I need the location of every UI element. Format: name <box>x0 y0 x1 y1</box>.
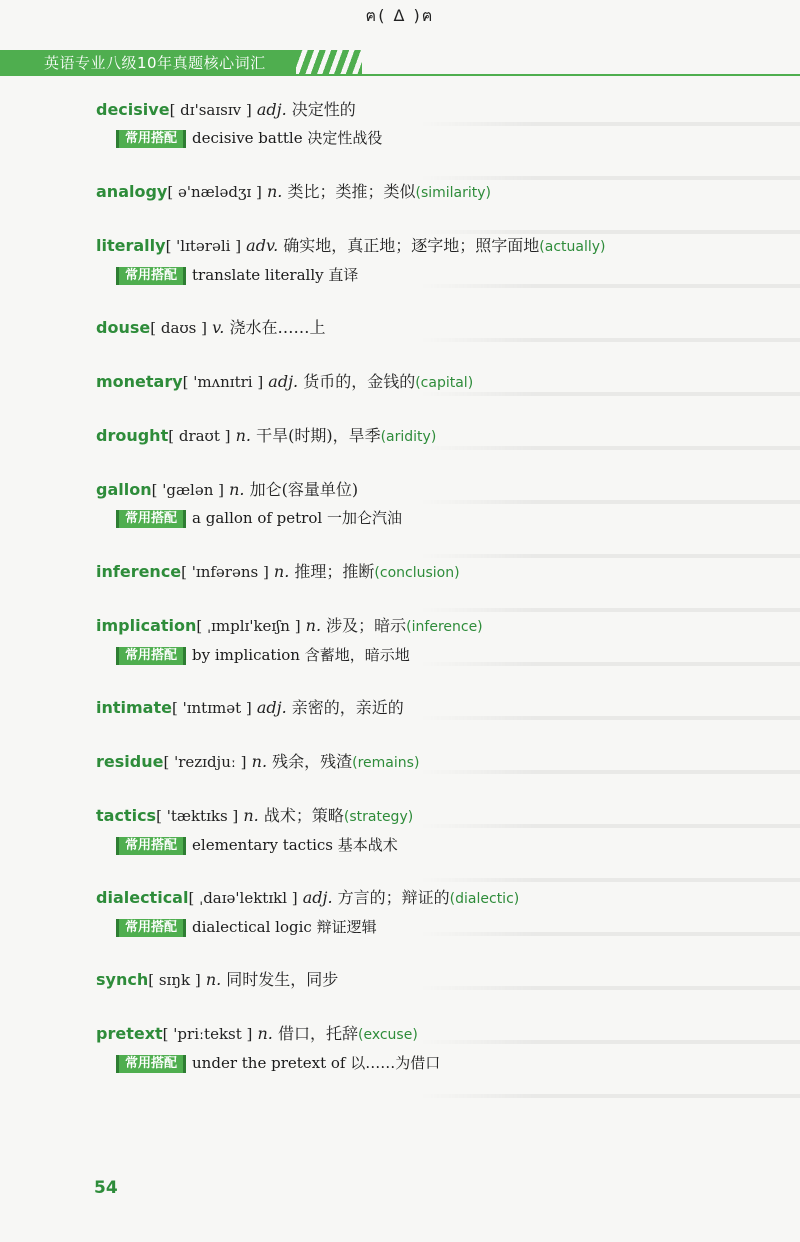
vocab-entry <box>96 1022 786 1075</box>
collocation-text: decisive battle 决定性战役 <box>192 129 383 147</box>
part-of-speech: n. <box>305 616 322 635</box>
synonym: (capital) <box>415 375 474 391</box>
synonym: (dialectic) <box>449 891 520 907</box>
collocation-line <box>116 126 786 150</box>
collocation-badge: 常用搭配 <box>116 1055 186 1073</box>
collocation-line <box>116 506 786 530</box>
collocation-line <box>116 1051 786 1075</box>
entry-headline <box>96 750 786 775</box>
part-of-speech: adj. <box>268 372 299 391</box>
vocab-entry <box>96 886 786 939</box>
header-stripes-decoration <box>296 50 362 76</box>
collocation-badge: 常用搭配 <box>116 267 186 285</box>
collocation-text: a gallon of petrol 一加仑汽油 <box>192 509 402 527</box>
headword: gallon <box>96 480 152 499</box>
definition: 浇水在……上 <box>229 318 326 337</box>
headword: literally <box>96 236 166 255</box>
phonetic: [ 'tæktɪks ] <box>156 807 239 825</box>
headword: tactics <box>96 806 157 825</box>
phonetic: [ dɪ'saɪsɪv ] <box>169 101 252 119</box>
part-of-speech: adj. <box>256 698 287 717</box>
vocab-entry <box>96 696 786 720</box>
definition: 涉及；暗示 <box>326 616 407 635</box>
entry-headline <box>96 614 786 639</box>
vocab-entry <box>96 180 786 205</box>
synonym: (inference) <box>406 619 483 635</box>
collocation-badge: 常用搭配 <box>116 647 186 665</box>
part-of-speech: n. <box>257 1024 273 1043</box>
entry-headline <box>96 560 786 585</box>
vocab-entry <box>96 234 786 287</box>
part-of-speech: n. <box>235 426 251 445</box>
phonetic: [ 'ɪntɪmət ] <box>171 699 252 717</box>
synonym: (similarity) <box>415 185 492 201</box>
part-of-speech: v. <box>212 318 225 337</box>
vocab-entry <box>96 750 786 775</box>
headword: douse <box>96 318 151 337</box>
part-of-speech: adj. <box>302 888 333 907</box>
phonetic: [ 'lɪtərəli ] <box>165 237 242 255</box>
part-of-speech: n. <box>251 752 268 771</box>
synonym: (remains) <box>352 755 420 771</box>
headword: pretext <box>96 1024 163 1043</box>
entry-headline <box>96 478 786 502</box>
definition: 类比；类推；类似 <box>287 182 416 201</box>
entry-headline <box>96 804 786 829</box>
headword: dialectical <box>96 888 189 907</box>
entry-headline <box>96 98 786 122</box>
part-of-speech: adv. <box>246 236 279 255</box>
collocation-text: translate literally 直译 <box>192 266 359 284</box>
vocab-entry <box>96 560 786 585</box>
definition: 同时发生，同步 <box>226 970 339 989</box>
entry-headline <box>96 886 786 911</box>
definition: 方言的；辩证的 <box>337 888 450 907</box>
synonym: (aridity) <box>380 429 437 445</box>
definition: 亲密的，亲近的 <box>291 698 404 717</box>
entry-headline <box>96 1022 786 1047</box>
collocation-badge: 常用搭配 <box>116 510 186 528</box>
phonetic: [ 'gælən ] <box>151 481 225 499</box>
definition: 干旱(时期)，旱季 <box>256 426 381 445</box>
vocab-entry <box>96 316 786 340</box>
definition: 货币的，金钱的 <box>303 372 416 391</box>
running-header <box>0 50 800 76</box>
part-of-speech: n. <box>273 562 290 581</box>
collocation-badge: 常用搭配 <box>116 130 186 148</box>
headword: drought <box>96 426 169 445</box>
headword: implication <box>96 616 197 635</box>
phonetic: [ ˌɪmplɪ'keɪʃn ] <box>196 617 301 635</box>
headword: decisive <box>96 100 170 119</box>
vocab-entry <box>96 614 786 667</box>
collocation-text: by implication 含蓄地，暗示地 <box>192 646 410 664</box>
synonym: (strategy) <box>343 809 414 825</box>
definition: 战术；策略 <box>263 806 344 825</box>
synonym: (excuse) <box>357 1027 418 1043</box>
entry-headline <box>96 696 786 720</box>
definition: 借口，托辞 <box>277 1024 358 1043</box>
headword: intimate <box>96 698 172 717</box>
synonym: (conclusion) <box>374 565 460 581</box>
headword: synch <box>96 970 149 989</box>
phonetic: [ 'mʌnɪtri ] <box>182 373 264 391</box>
entry-headline <box>96 968 786 992</box>
definition: 确实地，真正地；逐字地；照字面地 <box>283 236 540 255</box>
entry-headline <box>96 370 786 395</box>
collocation-text: dialectical logic 辩证逻辑 <box>192 918 377 936</box>
definition: 决定性的 <box>291 100 356 119</box>
part-of-speech: n. <box>243 806 259 825</box>
vocab-entry <box>96 98 786 150</box>
entry-headline <box>96 180 786 205</box>
phonetic: [ sɪŋk ] <box>148 971 201 989</box>
phonetic: [ ə'nælədʒɪ ] <box>167 183 262 201</box>
headword: inference <box>96 562 182 581</box>
phonetic: [ 'ɪnfərəns ] <box>181 563 269 581</box>
collocation-badge: 常用搭配 <box>116 919 186 937</box>
definition: 残余，残渣 <box>272 752 353 771</box>
part-of-speech: adj. <box>256 100 287 119</box>
vocab-entry <box>96 478 786 530</box>
headword: analogy <box>96 182 168 201</box>
definition: 推理；推断 <box>294 562 375 581</box>
phonetic: [ daʊs ] <box>150 319 208 337</box>
entry-headline <box>96 234 786 259</box>
entry-headline <box>96 316 786 340</box>
collocation-line <box>116 915 786 939</box>
header-rule <box>0 74 800 76</box>
vocab-entry <box>96 370 786 395</box>
phonetic: [ 'priːtekst ] <box>162 1025 253 1043</box>
phonetic: [ draʊt ] <box>168 427 231 445</box>
part-of-speech: n. <box>266 182 283 201</box>
collocation-badge: 常用搭配 <box>116 837 186 855</box>
vocab-entry <box>96 968 786 992</box>
synonym: (actually) <box>539 239 606 255</box>
entry-headline <box>96 424 786 449</box>
book-title: 英语专业八级10年真题核心词汇 <box>0 50 296 76</box>
definition: 加仑(容量单位) <box>249 480 359 499</box>
part-of-speech: n. <box>229 480 245 499</box>
phonetic: [ ˌdaɪə'lektɪkl ] <box>188 889 298 907</box>
collocation-line <box>116 833 786 857</box>
page-top-marker: ฅ( Δ )ฅ <box>365 6 435 25</box>
page-number: 54 <box>94 1178 118 1198</box>
collocation-text: under the pretext of 以……为借口 <box>192 1054 441 1072</box>
collocation-line <box>116 263 786 287</box>
headword: residue <box>96 752 164 771</box>
part-of-speech: n. <box>205 970 222 989</box>
vocab-entry <box>96 804 786 857</box>
phonetic: [ 'rezɪdjuː ] <box>163 753 247 771</box>
collocation-line <box>116 643 786 667</box>
vocab-entry <box>96 424 786 449</box>
headword: monetary <box>96 372 183 391</box>
collocation-text: elementary tactics 基本战术 <box>192 836 398 854</box>
